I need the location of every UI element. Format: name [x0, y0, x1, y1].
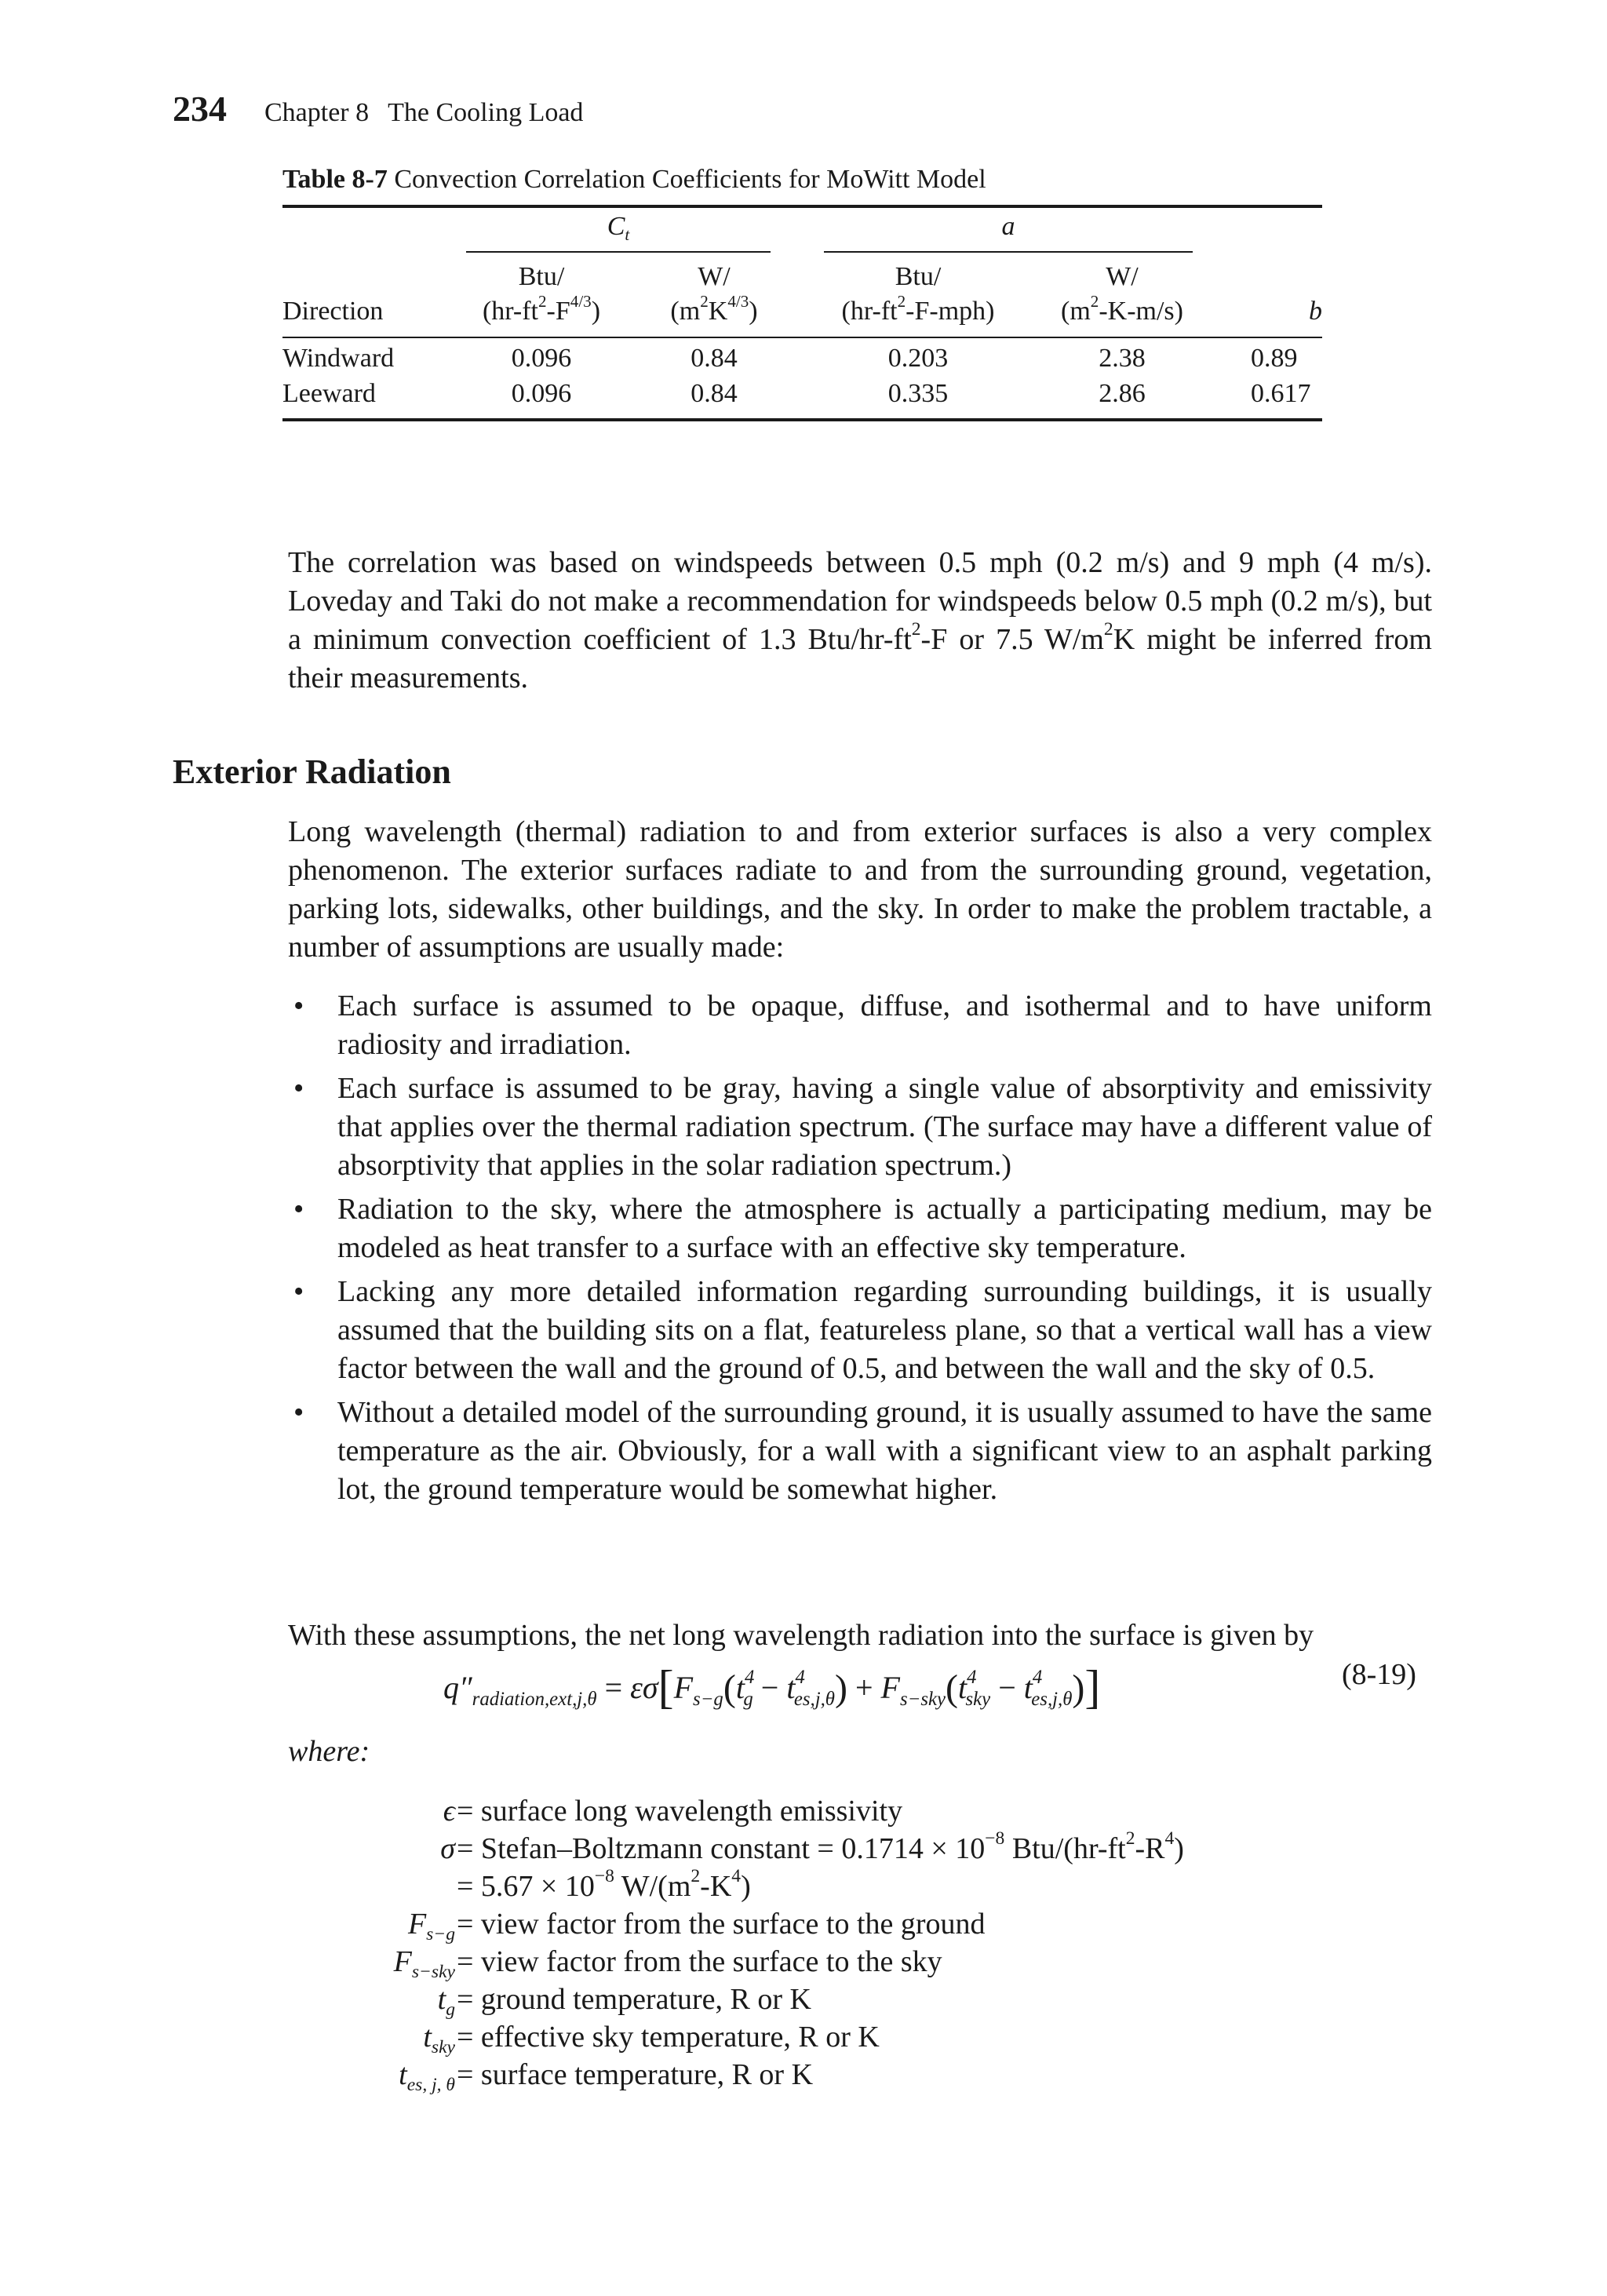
table-caption-text: Convection Correlation Coefficients for MoWitt Model	[394, 165, 986, 194]
col-ct-ip-units	[447, 292, 636, 326]
eq-t2-sup: 4	[795, 1667, 805, 1689]
chapter-label: Chapter 8	[264, 98, 370, 127]
def-symbol-fsg	[290, 1907, 455, 1945]
def-symbol-text: F	[407, 1908, 427, 1941]
eq-minus1: −	[752, 1670, 787, 1705]
equation-number: (8-19)	[1342, 1658, 1416, 1691]
row-1-a-si: 2.38	[1099, 344, 1146, 373]
table-bottom-rule	[282, 418, 1322, 421]
group-ct-subscript: t	[625, 225, 630, 245]
eq-right-bracket: ]	[1084, 1661, 1101, 1713]
def-sigma-part2: Btu/(hr-ft	[1004, 1832, 1126, 1865]
def-sigma-sup2: 2	[1125, 1828, 1135, 1850]
def-sigma-si-part3: -K	[700, 1870, 732, 1903]
col-a-ip-sup: 2	[897, 292, 906, 312]
eq-plus: +	[847, 1670, 881, 1705]
equation-8-19	[443, 1656, 1101, 1713]
def-symbol-sub: s−sky	[411, 1962, 455, 1983]
col-ct-ip-units-c: )	[591, 297, 601, 326]
list-item-text: Lacking any more detailed information regarding surrounding buildings, it is usually assumed that the building sits on a flat, featureless plane, so that a vertical wall has a view factor between the wall and the ground of 0.5, and between the wall and the sky of 0.5.	[337, 1275, 1432, 1385]
def-text-tsky: = effective sky temperature, R or K	[457, 2021, 880, 2054]
eq-left-paren-2: (	[946, 1667, 958, 1709]
list-item-text: Each surface is assumed to be gray, having a single value of absorptivity and emissivity that applies over the thermal radiation spectrum. (The surface may have a different value of absorptivity that applies in the solar radiation spectrum.)	[337, 1072, 1432, 1182]
def-symbol-text: t	[423, 2021, 432, 2054]
eq-f1-sub: s−g	[693, 1688, 723, 1710]
paragraph-correlation-part1: The correlation was based on windspeeds between 0.5 mph (0.2 m/s) and 9 mph (4 m/s). Loveday and Taki do not make a recommendation for windspeeds below 0.5 mph (0.2 m/s), but a minimum convection coefficient of 1.3 Btu/hr-ft	[288, 546, 1432, 656]
def-symbol-tes	[290, 2057, 455, 2096]
bullet-icon: •	[293, 1193, 304, 1226]
col-a-ip-units-b: -F-mph)	[906, 297, 995, 326]
list-item	[293, 1273, 1432, 1388]
col-a-si-units	[1036, 292, 1208, 326]
eq-t4-sub: es,j,θ	[1031, 1688, 1073, 1710]
def-symbol-tg	[290, 1982, 455, 2021]
eq-equals: =	[596, 1670, 631, 1705]
def-sigma-close: )	[1174, 1832, 1184, 1865]
col-a-si-units-b: -K-m/s)	[1099, 297, 1183, 326]
def-sigma-sup3: 4	[1164, 1828, 1175, 1850]
eq-t1-sup: 4	[744, 1667, 755, 1689]
eq-t4: t	[1023, 1670, 1033, 1705]
def-text-sigma-si	[457, 1866, 751, 1904]
col-ct-si-sup: 2	[700, 292, 709, 312]
col-ct-si-units-b: K	[708, 297, 728, 326]
def-sigma-sup1: −8	[985, 1828, 1005, 1850]
def-sigma-si-close: )	[741, 1870, 751, 1903]
def-sigma-part1: = Stefan–Boltzmann constant = 0.1714 × 10	[457, 1832, 986, 1865]
eq-f2: F	[880, 1670, 900, 1705]
table-top-rule	[282, 205, 1322, 208]
list-item	[293, 1394, 1432, 1509]
group-header-a	[824, 212, 1193, 242]
col-ct-si-units-c: )	[749, 297, 758, 326]
def-symbol-text: F	[393, 1945, 412, 1978]
col-ct-si-units-a: (m	[670, 297, 701, 326]
eq-t1-sub: g	[743, 1688, 753, 1710]
eq-left-paren: (	[723, 1667, 736, 1709]
def-sigma-si-sup2: 2	[691, 1866, 701, 1887]
eq-t3-sub: sky	[965, 1688, 991, 1710]
row-1-a-ip: 0.203	[887, 344, 949, 373]
eq-f2-sub: s−sky	[899, 1688, 946, 1710]
col-a-si-line1: W/	[1106, 262, 1139, 291]
col-b: b	[1309, 297, 1322, 326]
def-text-sigma	[457, 1828, 1184, 1866]
col-ct-si-sup2: 4/3	[727, 292, 749, 312]
paragraph-correlation-part3: K might be inferred from their measurements.	[288, 623, 1432, 694]
eq-right-paren: )	[834, 1667, 847, 1709]
a-group-rule	[824, 251, 1193, 253]
def-sigma-si-sup1: −8	[594, 1866, 614, 1887]
row-2-b: 0.617	[1251, 379, 1311, 408]
col-ct-ip-sup: 2	[538, 292, 547, 312]
def-symbol-fssky	[290, 1944, 455, 1983]
eq-eps-sigma: εσ	[630, 1670, 658, 1705]
bullet-icon: •	[293, 1275, 304, 1308]
col-a-ip-units	[816, 292, 1020, 326]
paragraph-correlation	[288, 544, 1432, 698]
def-sigma-si-part1: = 5.67 × 10	[457, 1870, 595, 1903]
def-symbol-sub: es, j, θ	[406, 2075, 455, 2096]
def-text-tes: = surface temperature, R or K	[457, 2058, 814, 2091]
def-symbol-sub: s−g	[426, 1924, 455, 1945]
table-header-rule	[282, 337, 1322, 338]
eq-t2: t	[786, 1670, 796, 1705]
group-header-ct	[466, 212, 771, 245]
running-head	[173, 88, 583, 135]
paragraph-correlation-sup2: 2	[1103, 619, 1113, 640]
row-2-direction: Leeward	[282, 379, 376, 408]
def-symbol-text: σ	[440, 1832, 455, 1865]
def-text-epsilon: = surface long wavelength emissivity	[457, 1795, 903, 1828]
row-1-ct-ip: 0.096	[511, 344, 572, 373]
row-2-ct-si: 0.84	[691, 379, 738, 408]
def-text-fssky: = view factor from the surface to the sky	[457, 1945, 942, 1978]
def-symbol-tsky	[290, 2020, 455, 2058]
eq-right-paren-2: )	[1072, 1667, 1085, 1709]
page-number: 234	[173, 89, 227, 129]
def-symbol-text: t	[437, 1983, 446, 2016]
row-1-b: 0.89	[1251, 344, 1298, 373]
eq-t3-sup: 4	[967, 1667, 977, 1689]
row-1-direction: Windward	[282, 344, 395, 373]
section-heading: Exterior Radiation	[173, 753, 451, 791]
def-symbol-sub: sky	[431, 2037, 455, 2058]
paragraph-net-radiation: With these assumptions, the net long wavelength radiation into the surface is given by	[288, 1619, 1314, 1652]
col-ct-ip-sup2: 4/3	[570, 292, 592, 312]
list-item	[293, 987, 1432, 1064]
col-a-si-sup: 2	[1090, 292, 1099, 312]
row-2-a-si: 2.86	[1099, 379, 1146, 408]
row-1-ct-si: 0.84	[691, 344, 738, 373]
col-a-ip-line1: Btu/	[895, 262, 942, 291]
list-item	[293, 1070, 1432, 1185]
def-symbol-sigma	[290, 1831, 455, 1866]
def-text-tg: = ground temperature, R or K	[457, 1983, 811, 2016]
col-ct-ip-units-a: (hr-ft	[482, 297, 538, 326]
paragraph-correlation-sup1: 2	[911, 619, 921, 640]
list-item	[293, 1190, 1432, 1267]
eq-t4-sup: 4	[1032, 1667, 1043, 1689]
paragraph-exterior-radiation: Long wavelength (thermal) radiation to and from exterior surfaces is also a very complex phenomenon. The exterior surfaces radiate to and from the surrounding ground, vegetation, parking lots, sidewalks, other buildings, and the sky. In order to make the problem tractable, a number of assumptions are usually made:	[288, 815, 1432, 964]
def-text-fsg: = view factor from the surface to the ground	[457, 1908, 986, 1941]
col-a-si-units-a: (m	[1061, 297, 1091, 326]
col-ct-si-line1: W/	[698, 262, 731, 291]
group-ct-symbol: C	[607, 212, 625, 241]
group-a-symbol: a	[1001, 212, 1015, 241]
where-label: where:	[288, 1735, 370, 1768]
def-sigma-si-sup3: 4	[731, 1866, 742, 1887]
def-symbol-text: ϵ	[443, 1795, 455, 1828]
col-ct-ip-line1: Btu/	[518, 262, 565, 291]
col-a-ip-units-a: (hr-ft	[841, 297, 898, 326]
bullet-icon: •	[293, 1072, 304, 1105]
eq-t3: t	[958, 1670, 967, 1705]
def-symbol-epsilon	[290, 1794, 455, 1828]
ct-group-rule	[466, 251, 771, 253]
col-direction: Direction	[282, 297, 384, 326]
col-ct-ip-units-b: -F	[546, 297, 570, 326]
eq-q: q″	[443, 1670, 472, 1705]
row-2-ct-ip: 0.096	[511, 379, 572, 408]
eq-t1: t	[735, 1670, 745, 1705]
bullet-icon: •	[293, 989, 304, 1022]
list-item-text: Without a detailed model of the surrounding ground, it is usually assumed to have the same temperature as the air. Obviously, for a wall with a significant view to an asphalt parking lot, the ground temperature would be somewhat higher.	[337, 1396, 1432, 1506]
eq-q-sub: radiation,ext,j,θ	[472, 1688, 597, 1710]
list-item-text: Radiation to the sky, where the atmosphere is actually a participating medium, may be modeled as heat transfer to a surface with an effective sky temperature.	[337, 1193, 1432, 1264]
assumptions-list	[293, 987, 1432, 1514]
def-symbol-text: t	[399, 2058, 407, 2091]
def-symbol-sub: g	[446, 1999, 455, 2021]
col-ct-si-units	[643, 292, 785, 326]
list-item-text: Each surface is assumed to be opaque, diffuse, and isothermal and to have uniform radiosity and irradiation.	[337, 989, 1432, 1061]
def-sigma-part3: -R	[1135, 1832, 1165, 1865]
def-sigma-si-part2: W/(m	[614, 1870, 691, 1903]
table-caption-label: Table 8-7	[282, 165, 388, 194]
eq-left-bracket: [	[658, 1661, 674, 1713]
table-caption	[282, 165, 986, 195]
row-2-a-ip: 0.335	[887, 379, 949, 408]
eq-f1: F	[673, 1670, 694, 1705]
paragraph-correlation-part2: -F or 7.5 W/m	[920, 623, 1104, 656]
bullet-icon: •	[293, 1396, 304, 1429]
eq-minus2: −	[990, 1670, 1024, 1705]
eq-t2-sub: es,j,θ	[793, 1688, 835, 1710]
chapter-title: The Cooling Load	[388, 98, 584, 127]
